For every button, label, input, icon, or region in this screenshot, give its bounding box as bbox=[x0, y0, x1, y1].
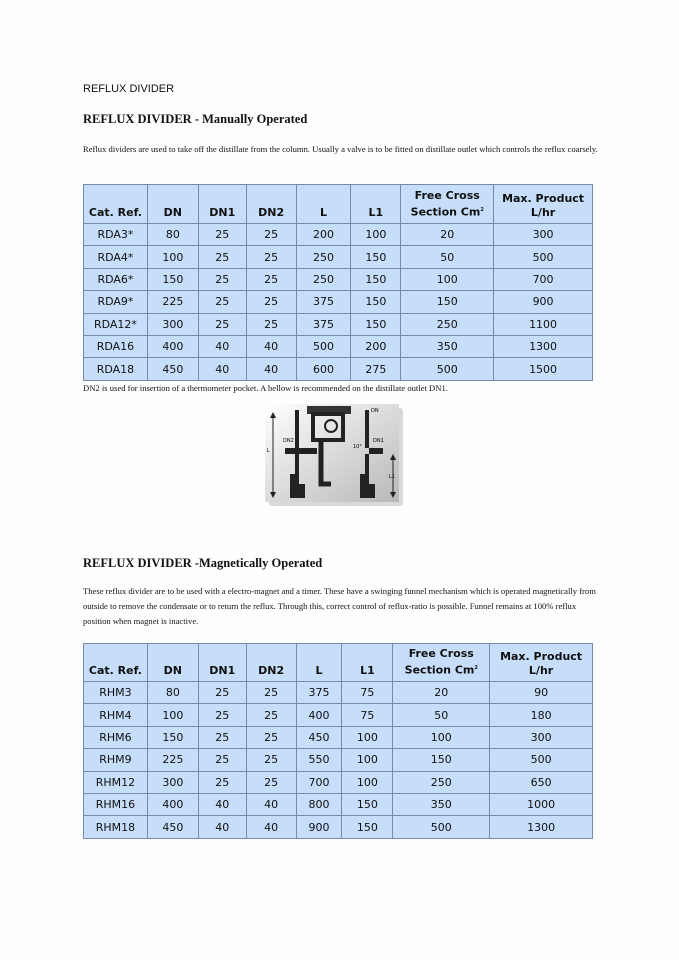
table-cell: 450 bbox=[296, 726, 342, 748]
table-cell: 25 bbox=[198, 224, 246, 246]
table-cell: 25 bbox=[198, 704, 246, 726]
table-cell: 150 bbox=[393, 749, 490, 771]
table-cell: 1000 bbox=[490, 793, 593, 815]
table-cell: 100 bbox=[351, 224, 401, 246]
col-header-fcs-sup: 2 bbox=[480, 207, 484, 214]
table-cell: 25 bbox=[198, 771, 246, 793]
table-cell: 20 bbox=[401, 224, 494, 246]
table-cell: 1300 bbox=[494, 335, 593, 357]
table-row bbox=[84, 224, 593, 246]
table-cell: 500 bbox=[494, 246, 593, 268]
table-cell: 25 bbox=[246, 682, 296, 704]
table-cell: 275 bbox=[351, 358, 401, 380]
col-header-l1: L1 bbox=[342, 644, 393, 682]
table-cell: 500 bbox=[296, 335, 351, 357]
table-cell: 300 bbox=[490, 726, 593, 748]
table-body bbox=[84, 224, 593, 381]
section-heading-manual: REFLUX DIVIDER - Manually Operated bbox=[83, 112, 308, 126]
table-cell: 700 bbox=[296, 771, 342, 793]
section-heading-magnetic: REFLUX DIVIDER -Magnetically Operated bbox=[83, 556, 323, 570]
table-cell: 1300 bbox=[490, 816, 593, 838]
col-header-max-product bbox=[494, 185, 593, 224]
table-cell: 75 bbox=[342, 704, 393, 726]
table-cell: RDA9* bbox=[84, 291, 148, 313]
col-header-dn: DN bbox=[147, 644, 198, 682]
table-cell: 40 bbox=[198, 358, 246, 380]
table-cell: 350 bbox=[393, 793, 490, 815]
table-cell: 25 bbox=[246, 771, 296, 793]
table-cell: 375 bbox=[296, 682, 342, 704]
table-cell: 100 bbox=[342, 726, 393, 748]
diagram-label-dn: DN bbox=[371, 408, 379, 414]
table-cell: 150 bbox=[342, 816, 393, 838]
table-cell: 150 bbox=[351, 291, 401, 313]
table-cell: 800 bbox=[296, 793, 342, 815]
table-cell: 300 bbox=[147, 771, 198, 793]
table-cell: 400 bbox=[147, 335, 198, 357]
table-row bbox=[84, 771, 593, 793]
col-header-cat-ref: Cat. Ref. bbox=[84, 644, 148, 682]
col-header-mp-line2: L/hr bbox=[528, 664, 554, 677]
col-header-fcs-line2: Section Cm bbox=[410, 206, 481, 219]
col-header-fcs-line1: Free Cross bbox=[414, 189, 480, 203]
table-cell: 80 bbox=[147, 682, 198, 704]
col-header-mp-line1: Max. Product bbox=[500, 650, 583, 663]
table-row bbox=[84, 358, 593, 380]
table-row bbox=[84, 246, 593, 268]
col-header-l: L bbox=[296, 644, 342, 682]
table-cell: RDA18 bbox=[84, 358, 148, 380]
col-header-dn2: DN2 bbox=[246, 185, 296, 224]
col-header-dn: DN bbox=[147, 185, 198, 224]
diagram-label-l1: L1 bbox=[389, 474, 395, 480]
table-cell: 100 bbox=[401, 268, 494, 290]
table-cell: 500 bbox=[393, 816, 490, 838]
col-header-mp-line1: Max. Product bbox=[502, 192, 585, 205]
table-cell: 150 bbox=[351, 313, 401, 335]
table-cell: 500 bbox=[401, 358, 494, 380]
col-header-dn2: DN2 bbox=[246, 644, 296, 682]
reflux-divider-diagram bbox=[265, 404, 405, 513]
table-cell: 100 bbox=[393, 726, 490, 748]
table-cell: 900 bbox=[494, 291, 593, 313]
table-cell: 25 bbox=[246, 313, 296, 335]
col-header-l1: L1 bbox=[351, 185, 401, 224]
table-note: DN2 is used for insertion of a thermometer pocket. A bellow is recommended on the distillate outlet DN1. bbox=[83, 383, 448, 393]
diagram-label-angle: 10° bbox=[353, 444, 362, 450]
table-cell: 25 bbox=[198, 726, 246, 748]
spec-table-magnetic bbox=[83, 643, 593, 839]
table-cell: 80 bbox=[147, 224, 198, 246]
col-header-max-product bbox=[490, 644, 593, 682]
table-cell: 375 bbox=[296, 313, 351, 335]
table-cell: 100 bbox=[147, 704, 198, 726]
col-header-dn1: DN1 bbox=[198, 644, 246, 682]
table-cell: RHM16 bbox=[84, 793, 148, 815]
diagram-label-dn1: DN1 bbox=[373, 438, 384, 444]
table-cell: 450 bbox=[147, 816, 198, 838]
table-cell: 50 bbox=[393, 704, 490, 726]
table-cell: 250 bbox=[296, 246, 351, 268]
table-cell: 50 bbox=[401, 246, 494, 268]
table-cell: 250 bbox=[393, 771, 490, 793]
col-header-fcs-line1: Free Cross bbox=[408, 647, 474, 661]
table-row bbox=[84, 682, 593, 704]
table-row bbox=[84, 726, 593, 748]
table-cell: 40 bbox=[246, 358, 296, 380]
table-cell: 550 bbox=[296, 749, 342, 771]
table-row bbox=[84, 268, 593, 290]
section-description-manual: Reflux dividers are used to take off the distillate from the column. Usually a valve is to be fitted on distillate outlet which controls the reflux coarsely. bbox=[83, 144, 598, 154]
table-cell: 180 bbox=[490, 704, 593, 726]
table-cell: 25 bbox=[198, 313, 246, 335]
table-cell: 200 bbox=[296, 224, 351, 246]
table-cell: 90 bbox=[490, 682, 593, 704]
table-cell: 25 bbox=[198, 749, 246, 771]
table-cell: 300 bbox=[494, 224, 593, 246]
table-cell: 100 bbox=[147, 246, 198, 268]
table-cell: 40 bbox=[246, 335, 296, 357]
table-row bbox=[84, 704, 593, 726]
table-cell: 25 bbox=[198, 291, 246, 313]
table-cell: 300 bbox=[147, 313, 198, 335]
table-cell: 150 bbox=[147, 726, 198, 748]
table-cell: RDA6* bbox=[84, 268, 148, 290]
table-cell: RHM6 bbox=[84, 726, 148, 748]
table-cell: 700 bbox=[494, 268, 593, 290]
table-cell: 150 bbox=[342, 793, 393, 815]
table-cell: 250 bbox=[401, 313, 494, 335]
table-cell: 25 bbox=[246, 224, 296, 246]
col-header-fcs-line2: Section Cm bbox=[404, 664, 475, 677]
table-cell: RHM3 bbox=[84, 682, 148, 704]
table-cell: 25 bbox=[198, 682, 246, 704]
table-cell: 40 bbox=[198, 816, 246, 838]
table-cell: 450 bbox=[147, 358, 198, 380]
table-cell: RDA16 bbox=[84, 335, 148, 357]
table-cell: 225 bbox=[147, 749, 198, 771]
diagram-label-l: L bbox=[267, 448, 270, 454]
table-cell: RDA12* bbox=[84, 313, 148, 335]
table-cell: 1500 bbox=[494, 358, 593, 380]
table-cell: 400 bbox=[296, 704, 342, 726]
table-cell: RHM9 bbox=[84, 749, 148, 771]
table-cell: 150 bbox=[351, 246, 401, 268]
diagram-label-dn2: DN2 bbox=[283, 438, 294, 444]
page-title: REFLUX DIVIDER bbox=[83, 83, 175, 95]
table-cell: 400 bbox=[147, 793, 198, 815]
table-cell: 100 bbox=[342, 771, 393, 793]
table-cell: 20 bbox=[393, 682, 490, 704]
table-cell: 40 bbox=[198, 793, 246, 815]
table-cell: 25 bbox=[246, 291, 296, 313]
table-cell: 150 bbox=[147, 268, 198, 290]
col-header-fcs-sup: 2 bbox=[474, 665, 478, 672]
table-row bbox=[84, 291, 593, 313]
table-row bbox=[84, 313, 593, 335]
table-cell: 900 bbox=[296, 816, 342, 838]
table-cell: 650 bbox=[490, 771, 593, 793]
col-header-dn1: DN1 bbox=[198, 185, 246, 224]
table-cell: 600 bbox=[296, 358, 351, 380]
table-cell: RHM4 bbox=[84, 704, 148, 726]
col-header-mp-line2: L/hr bbox=[530, 206, 556, 219]
col-header-cat-ref: Cat. Ref. bbox=[84, 185, 148, 224]
table-cell: 375 bbox=[296, 291, 351, 313]
table-cell: 25 bbox=[246, 749, 296, 771]
table-cell: 40 bbox=[246, 816, 296, 838]
table-cell: 25 bbox=[198, 246, 246, 268]
col-header-free-cross-section bbox=[401, 185, 494, 224]
table-cell: RHM12 bbox=[84, 771, 148, 793]
table-row bbox=[84, 816, 593, 838]
table-body bbox=[84, 682, 593, 839]
table-cell: 40 bbox=[198, 335, 246, 357]
table-cell: 25 bbox=[198, 268, 246, 290]
table-cell: 350 bbox=[401, 335, 494, 357]
table-cell: RDA4* bbox=[84, 246, 148, 268]
table-cell: RDA3* bbox=[84, 224, 148, 246]
table-cell: 1100 bbox=[494, 313, 593, 335]
section-description-magnetic: These reflux divider are to be used with a electro-magnet and a timer. These have a swinging funnel mechanism which is operated magnetically from outside to remove the condensate or to return the reflux. Through this, correct control of reflux-ratio is possible. Funnel remains at 100% reflux position when magnet is inactive. bbox=[83, 586, 596, 627]
table-cell: 225 bbox=[147, 291, 198, 313]
table-cell: 25 bbox=[246, 704, 296, 726]
table-cell: 100 bbox=[342, 749, 393, 771]
table-cell: 25 bbox=[246, 726, 296, 748]
table-cell: 150 bbox=[401, 291, 494, 313]
spec-table-manual bbox=[83, 184, 593, 381]
table-cell: RHM18 bbox=[84, 816, 148, 838]
table-cell: 200 bbox=[351, 335, 401, 357]
col-header-free-cross-section bbox=[393, 644, 490, 682]
table-cell: 25 bbox=[246, 268, 296, 290]
table-cell: 500 bbox=[490, 749, 593, 771]
table-header-row bbox=[84, 644, 593, 682]
table-header-row bbox=[84, 185, 593, 224]
table-cell: 40 bbox=[246, 793, 296, 815]
table-cell: 150 bbox=[351, 268, 401, 290]
table-row bbox=[84, 749, 593, 771]
table-cell: 250 bbox=[296, 268, 351, 290]
table-row bbox=[84, 793, 593, 815]
table-cell: 75 bbox=[342, 682, 393, 704]
table-row bbox=[84, 335, 593, 357]
table-cell: 25 bbox=[246, 246, 296, 268]
col-header-l: L bbox=[296, 185, 351, 224]
